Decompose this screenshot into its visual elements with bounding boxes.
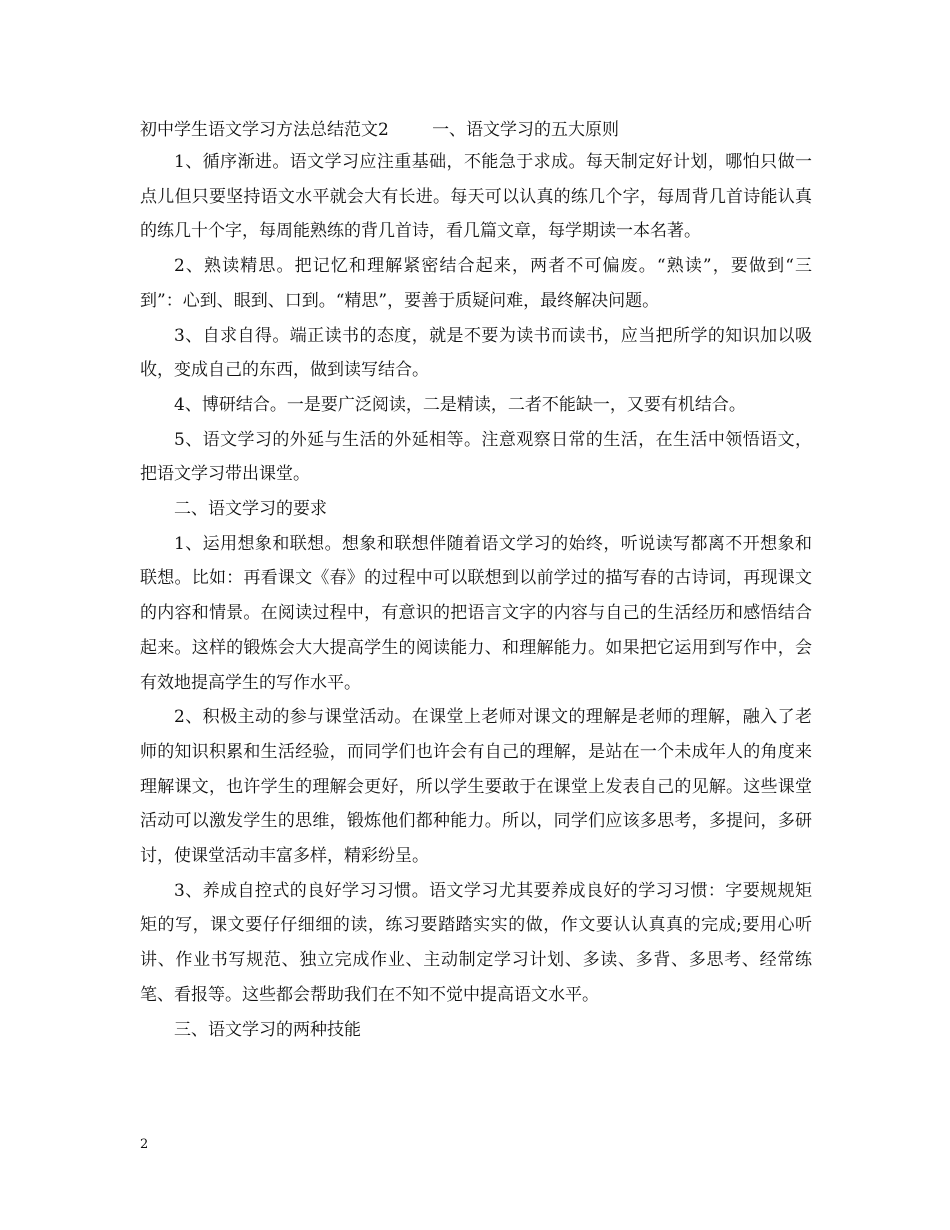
section-heading-3: 三、语文学习的两种技能	[174, 1019, 361, 1040]
section-heading-2: 二、语文学习的要求	[174, 499, 327, 520]
paragraph-requirement-3: 3、养成自控式的良好学习习惯。语文学习尤其要养成良好的学习习惯：字要规规矩矩的写，课文要仔仔细细的读，练习要踏踏实实的做，作文要认认真真的完成;要用心听讲、作业书写规范、独立完成作业、主动制定学习计划、多读、多背、多思考、经常练笔、看报等。这些都会帮助我们在不知不觉中提高语文水平。	[140, 880, 812, 1005]
paragraph-principle-1: 1、循序渐进。语文学习应注重基础，不能急于求成。每天制定好计划，哪怕只做一点儿但只要坚持语文水平就会大有长进。每天可以认真的练几个字，每周背几首诗能认真的练几十个字，每周能熟练的背几首诗，看几篇文章，每学期读一本名著。	[140, 152, 812, 242]
paragraph-principle-4: 4、博研结合。一是要广泛阅读，二是精读，二者不能缺一，又要有机结合。	[174, 394, 746, 415]
page-number: 2	[140, 1137, 149, 1152]
paragraph-requirement-2: 2、积极主动的参与课堂活动。在课堂上老师对课文的理解是老师的理解，融入了老师的知识积累和生活经验，而同学们也许会有自己的理解，是站在一个未成年人的角度来理解课文，也许学生的理解会更好，所以学生要敢于在课堂上发表自己的见解。这些课堂活动可以激发学生的思维，锻炼他们都种能力。所以，同学们应该多思考，多提问，多研讨，使课堂活动丰富多样，精彩纷呈。	[140, 707, 812, 867]
paragraph-requirement-1: 1、运用想象和联想。想象和联想伴随着语文学习的始终，听说读写都离不开想象和联想。比如：再看课文《春》的过程中可以联想到以前学过的描写春的古诗词，再现课文的内容和情景。在阅读过程中，有意识的把语言文字的内容与自己的生活经历和感悟结合起来。这样的锻炼会大大提高学生的阅读能力、和理解能力。如果把它运用到写作中，会有效地提高学生的写作水平。	[140, 533, 812, 693]
document-page	[140, 115, 812, 1047]
paragraph-principle-2: 2、熟读精思。把记忆和理解紧密结合起来，两者不可偏废。“熟读”，要做到“三到”：心到、眼到、口到。“精思”，要善于质疑问难，最终解决问题。	[140, 256, 812, 311]
title-line	[140, 115, 812, 145]
document-title: 初中学生语文学习方法总结范文2	[140, 120, 389, 140]
paragraph-principle-3: 3、自求自得。端正读书的态度，就是不要为读书而读书，应当把所学的知识加以吸收，变成自己的东西，做到读写结合。	[140, 325, 812, 381]
section-heading-1: 一、语文学习的五大原则	[432, 120, 620, 140]
paragraph-principle-5: 5、语文学习的外延与生活的外延相等。注意观察日常的生活，在生活中领悟语文，把语文学习带出课堂。	[140, 429, 812, 485]
